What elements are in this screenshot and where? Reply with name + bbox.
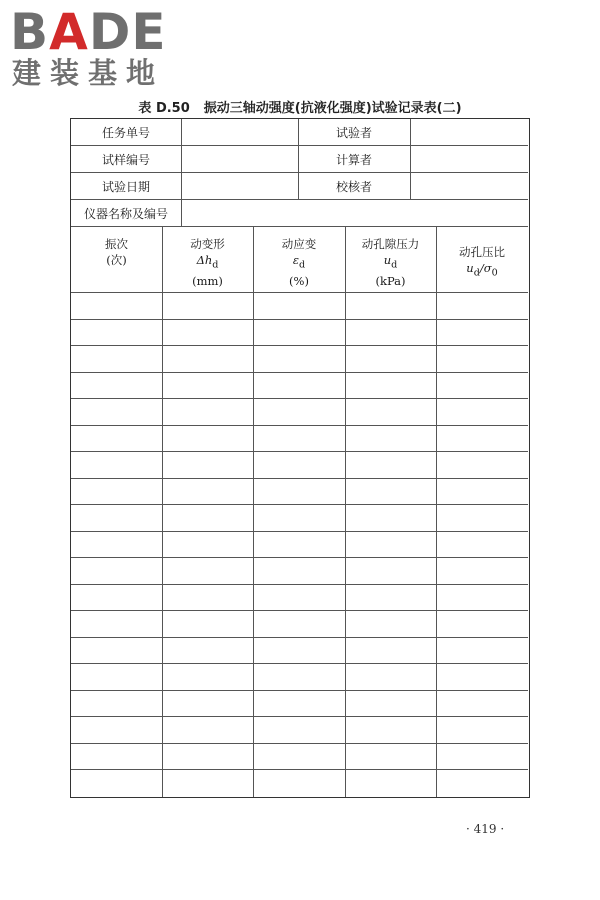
- label-instrument: 仪器名称及编号: [83, 206, 168, 221]
- page-number: · 419 ·: [466, 822, 505, 836]
- value-task-no[interactable]: [181, 119, 298, 145]
- table-row: [71, 610, 528, 611]
- logo-subtitle: 建装基地: [12, 56, 165, 90]
- table-row: [71, 398, 528, 399]
- table-title-text: 振动三轴动强度(抗液化强度)试验记录表(二): [203, 101, 462, 116]
- column-header-cycles: 振次 (次): [105, 237, 128, 267]
- column-divider: [345, 227, 346, 797]
- header-divider: [71, 292, 528, 293]
- table-row: [71, 425, 528, 426]
- table-row: [71, 504, 528, 505]
- table-row: [71, 451, 528, 452]
- table-row: [71, 531, 528, 532]
- column-divider: [253, 227, 254, 797]
- column-header-dynamic-deformation: 动变形 $\Delta h_d$ (mm): [190, 237, 225, 289]
- logo: [10, 4, 180, 92]
- table-row: [71, 584, 528, 585]
- table-row: [71, 478, 528, 479]
- table-row: [71, 690, 528, 691]
- label-checker: 校核者: [335, 179, 372, 194]
- info-row-2: [71, 146, 528, 173]
- table-title: [0, 97, 600, 116]
- label-test-date: 试验日期: [101, 179, 150, 194]
- info-row-4: [71, 200, 528, 227]
- divider: [410, 119, 411, 200]
- table-row: [71, 372, 528, 373]
- table-row: [71, 345, 528, 346]
- table-row: [71, 319, 528, 320]
- label-task-no: 任务单号: [101, 125, 150, 140]
- table-row: [71, 663, 528, 664]
- label-tester: 试验者: [335, 125, 372, 140]
- column-divider: [436, 227, 437, 797]
- value-calculator[interactable]: [410, 146, 528, 172]
- logo-accent-letter: A: [49, 3, 89, 61]
- value-sample-no[interactable]: [181, 146, 298, 172]
- column-header-dynamic-pore-pressure: 动孔隙压力 $u_d$ (kPa): [361, 237, 420, 289]
- label-calculator: 计算者: [335, 152, 372, 167]
- label-sample-no: 试样编号: [101, 152, 150, 167]
- table-row: [71, 637, 528, 638]
- table-row: [71, 743, 528, 744]
- info-row-3: [71, 173, 528, 200]
- table-row: [71, 769, 528, 770]
- column-divider: [162, 227, 163, 797]
- value-instrument[interactable]: [181, 200, 528, 226]
- table-row: [71, 716, 528, 717]
- logo-wordmark: BADE: [10, 3, 167, 61]
- column-header-dynamic-strain: 动应变 $\varepsilon_d$ (%): [281, 237, 317, 289]
- info-row-1: [71, 119, 528, 146]
- divider: [181, 119, 182, 227]
- value-test-date[interactable]: [181, 173, 298, 199]
- divider: [298, 119, 299, 200]
- record-table: [70, 118, 530, 798]
- table-number: 表 D.50: [138, 101, 190, 116]
- value-checker[interactable]: [410, 173, 528, 199]
- value-tester[interactable]: [410, 119, 528, 145]
- column-header-pore-pressure-ratio: 动孔压比 $u_d/\sigma_0$: [459, 245, 505, 279]
- table-row: [71, 557, 528, 558]
